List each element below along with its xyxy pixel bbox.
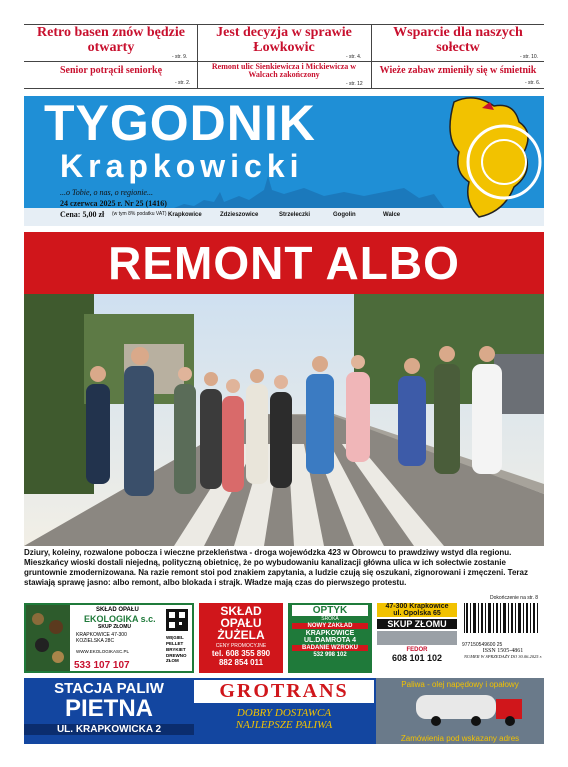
tanker-truck-icon	[376, 689, 544, 729]
teaser-title[interactable]: Wsparcie dla naszych sołectw	[393, 25, 523, 55]
ad-zuzela-sub: CENY PROMOCYJNE	[215, 643, 267, 649]
teaser-page: - str. 12	[346, 81, 363, 87]
ad-ekologika-sub: SKUP ZŁOMU	[98, 624, 131, 630]
ad-optyk-line: UL.DAMROTA 4	[303, 637, 357, 644]
product-item: DREWNO	[166, 652, 187, 658]
town-label: Gogolin	[333, 212, 356, 218]
issue-date: 24 czerwca 2025 r. Nr 25 (1416)	[60, 199, 167, 208]
teaser-page: - str. 4.	[346, 54, 362, 60]
ad-optyk-line: KRAPKOWICE	[305, 630, 355, 637]
barcode-icon	[462, 603, 544, 637]
ad-optyk-brand: OPTYK	[292, 605, 368, 616]
issn: ISSN 1505-4861	[482, 648, 524, 654]
teaser-title[interactable]: Remont ulic Sienkiewicza i Mickiewicza w Walcach zakończony	[211, 62, 357, 80]
teaser-title[interactable]: Senior potrącił seniorkę	[59, 65, 163, 76]
teaser-divider	[197, 24, 198, 88]
ad-ekologika-phone: 533 107 107	[74, 660, 130, 671]
ad-ekologika-products	[166, 635, 187, 664]
residents-road-photo	[24, 294, 544, 546]
town-label: Zdzieszowice	[220, 212, 259, 218]
ad-optyk[interactable]	[288, 603, 372, 673]
teaser-title[interactable]: Jest decyzja w sprawie Łowkowic	[216, 25, 352, 55]
sale-note: NUMER W SPRZEDAŻY DO 30.06.2025 r.	[463, 654, 542, 659]
ad-stacja-name: PIETNA	[64, 695, 153, 722]
coal-image	[26, 605, 70, 671]
ad-optyk-line: BADANIE WZROKU	[292, 645, 368, 651]
ad-zuzela[interactable]	[199, 603, 283, 673]
teaser-page: - str. 2.	[175, 80, 191, 86]
product-item: PELLET	[166, 640, 184, 646]
teaser-divider	[371, 24, 372, 88]
ad-zlom-line: 47-300 Krapkowice	[377, 603, 457, 610]
ad-grotrans-brand: GROTRANS	[194, 680, 374, 703]
ad-fuel-top: Paliwa - olej napędowy i opałowy	[401, 680, 519, 689]
ad-zuzela-phone: tel. 608 355 890	[211, 649, 271, 658]
product-item: WĘGIEL	[166, 635, 184, 640]
ad-zuzela-line: ŻUŻELA	[217, 628, 265, 642]
ad-zlom-line: SKUP ZŁOMU	[377, 619, 457, 629]
ad-grotrans-tag: NAJLEPSZE PALIWA	[235, 719, 333, 731]
ad-ekologika-name: EKOLOGIKA s.c.	[84, 614, 156, 624]
scrap-image	[377, 631, 457, 645]
teaser-page: - str. 10.	[520, 54, 539, 60]
teaser-page: - str. 9.	[172, 54, 188, 60]
town-label: Strzeleczki	[279, 212, 311, 218]
ad-ekologika-address: KOZIELSKA 28C	[76, 638, 115, 644]
ad-fuel-bottom: Zamówienia pod wskazany adres	[400, 734, 520, 743]
qr-code-icon	[166, 609, 188, 631]
ad-grotrans-tag: DOBRY DOSTAWCA	[236, 707, 332, 719]
vat-note: (w tym 8% podatku VAT)	[112, 211, 167, 217]
ad-ekologika[interactable]	[24, 603, 194, 673]
masthead-title: TYGODNIK	[44, 95, 316, 151]
continuation-note: Dokończenie na str. 8	[490, 595, 539, 601]
ad-zlom-line: ul. Opolska 65	[377, 610, 457, 617]
eagle-emblem-icon	[424, 92, 544, 222]
ad-zuzela-phone: 882 854 011	[218, 658, 264, 667]
ad-ekologika-web: WWW.EKOLOGIKASC.PL	[76, 649, 130, 654]
masthead-subtitle: Krapkowicki	[60, 148, 304, 184]
main-headline: REMONT ALBO	[24, 232, 544, 294]
masthead-slogan: ...o Tobie, o nas, o regionie...	[60, 188, 153, 197]
issue-price: Cena: 5,00 zł	[60, 210, 105, 219]
barcode-block	[462, 603, 544, 673]
ad-stacja-line: STACJA PALIW	[54, 680, 164, 697]
teaser-page: - str. 6.	[525, 80, 541, 86]
photo-caption: Dziury, koleiny, rozwalone pobocza i wieczne przekleństwa - droga wojewódzka 423 w Obrowcu to prawdziwy wstyd dla regionu. Mieszkańcy wioski dostali niejedną, polityczną obietnicę, że po wybudowaniu kanalizacji główna ulica w ich sołectwie zostanie gruntownie zmodernizowana. Na razie remont stoi pod znakiem zapytania, a ludzie czują się oszukani, zignorowani i zmęczeni. Teraz stawiają sprawę jasno: albo remont, albo blokada i strajk. Władze mają czas do pierwszego protestu.	[24, 548, 528, 587]
ad-optyk-line: NOWY ZAKŁAD	[292, 623, 368, 629]
ad-zlom-phone: 608 101 102	[391, 653, 443, 663]
teaser-bottom-rule	[24, 88, 544, 89]
barcode-digits: 977150549600 25	[462, 642, 503, 648]
ad-stacja-address: UL. KRAPKOWICKA 2	[24, 724, 194, 735]
town-label: Walce	[383, 212, 401, 218]
product-item: BRYKIET	[166, 646, 186, 652]
teaser-title[interactable]: Wieże zabaw zmieniły się w śmietnik	[379, 65, 537, 76]
ad-zuzela-line: OPAŁU	[220, 616, 262, 630]
town-label: Krapkowice	[168, 212, 202, 218]
cover-photo	[24, 294, 544, 546]
product-item: ZŁOM	[166, 658, 179, 664]
teaser-title[interactable]: Retro basen znów będzie otwarty	[37, 25, 185, 55]
ad-zlom[interactable]	[377, 603, 457, 673]
ad-zlom-brand: FEDOR	[406, 647, 428, 653]
ad-stacja-paliw[interactable]	[24, 678, 544, 744]
ad-ekologika-address: KRAPKOWICE 47-300	[76, 632, 127, 638]
ad-optyk-phone: 532 998 102	[313, 652, 347, 658]
ad-optyk-sub: SROKA	[321, 616, 339, 622]
ad-ekologika-header: SKŁAD OPAŁU	[96, 607, 139, 613]
ad-zuzela-line: SKŁAD	[220, 604, 262, 618]
